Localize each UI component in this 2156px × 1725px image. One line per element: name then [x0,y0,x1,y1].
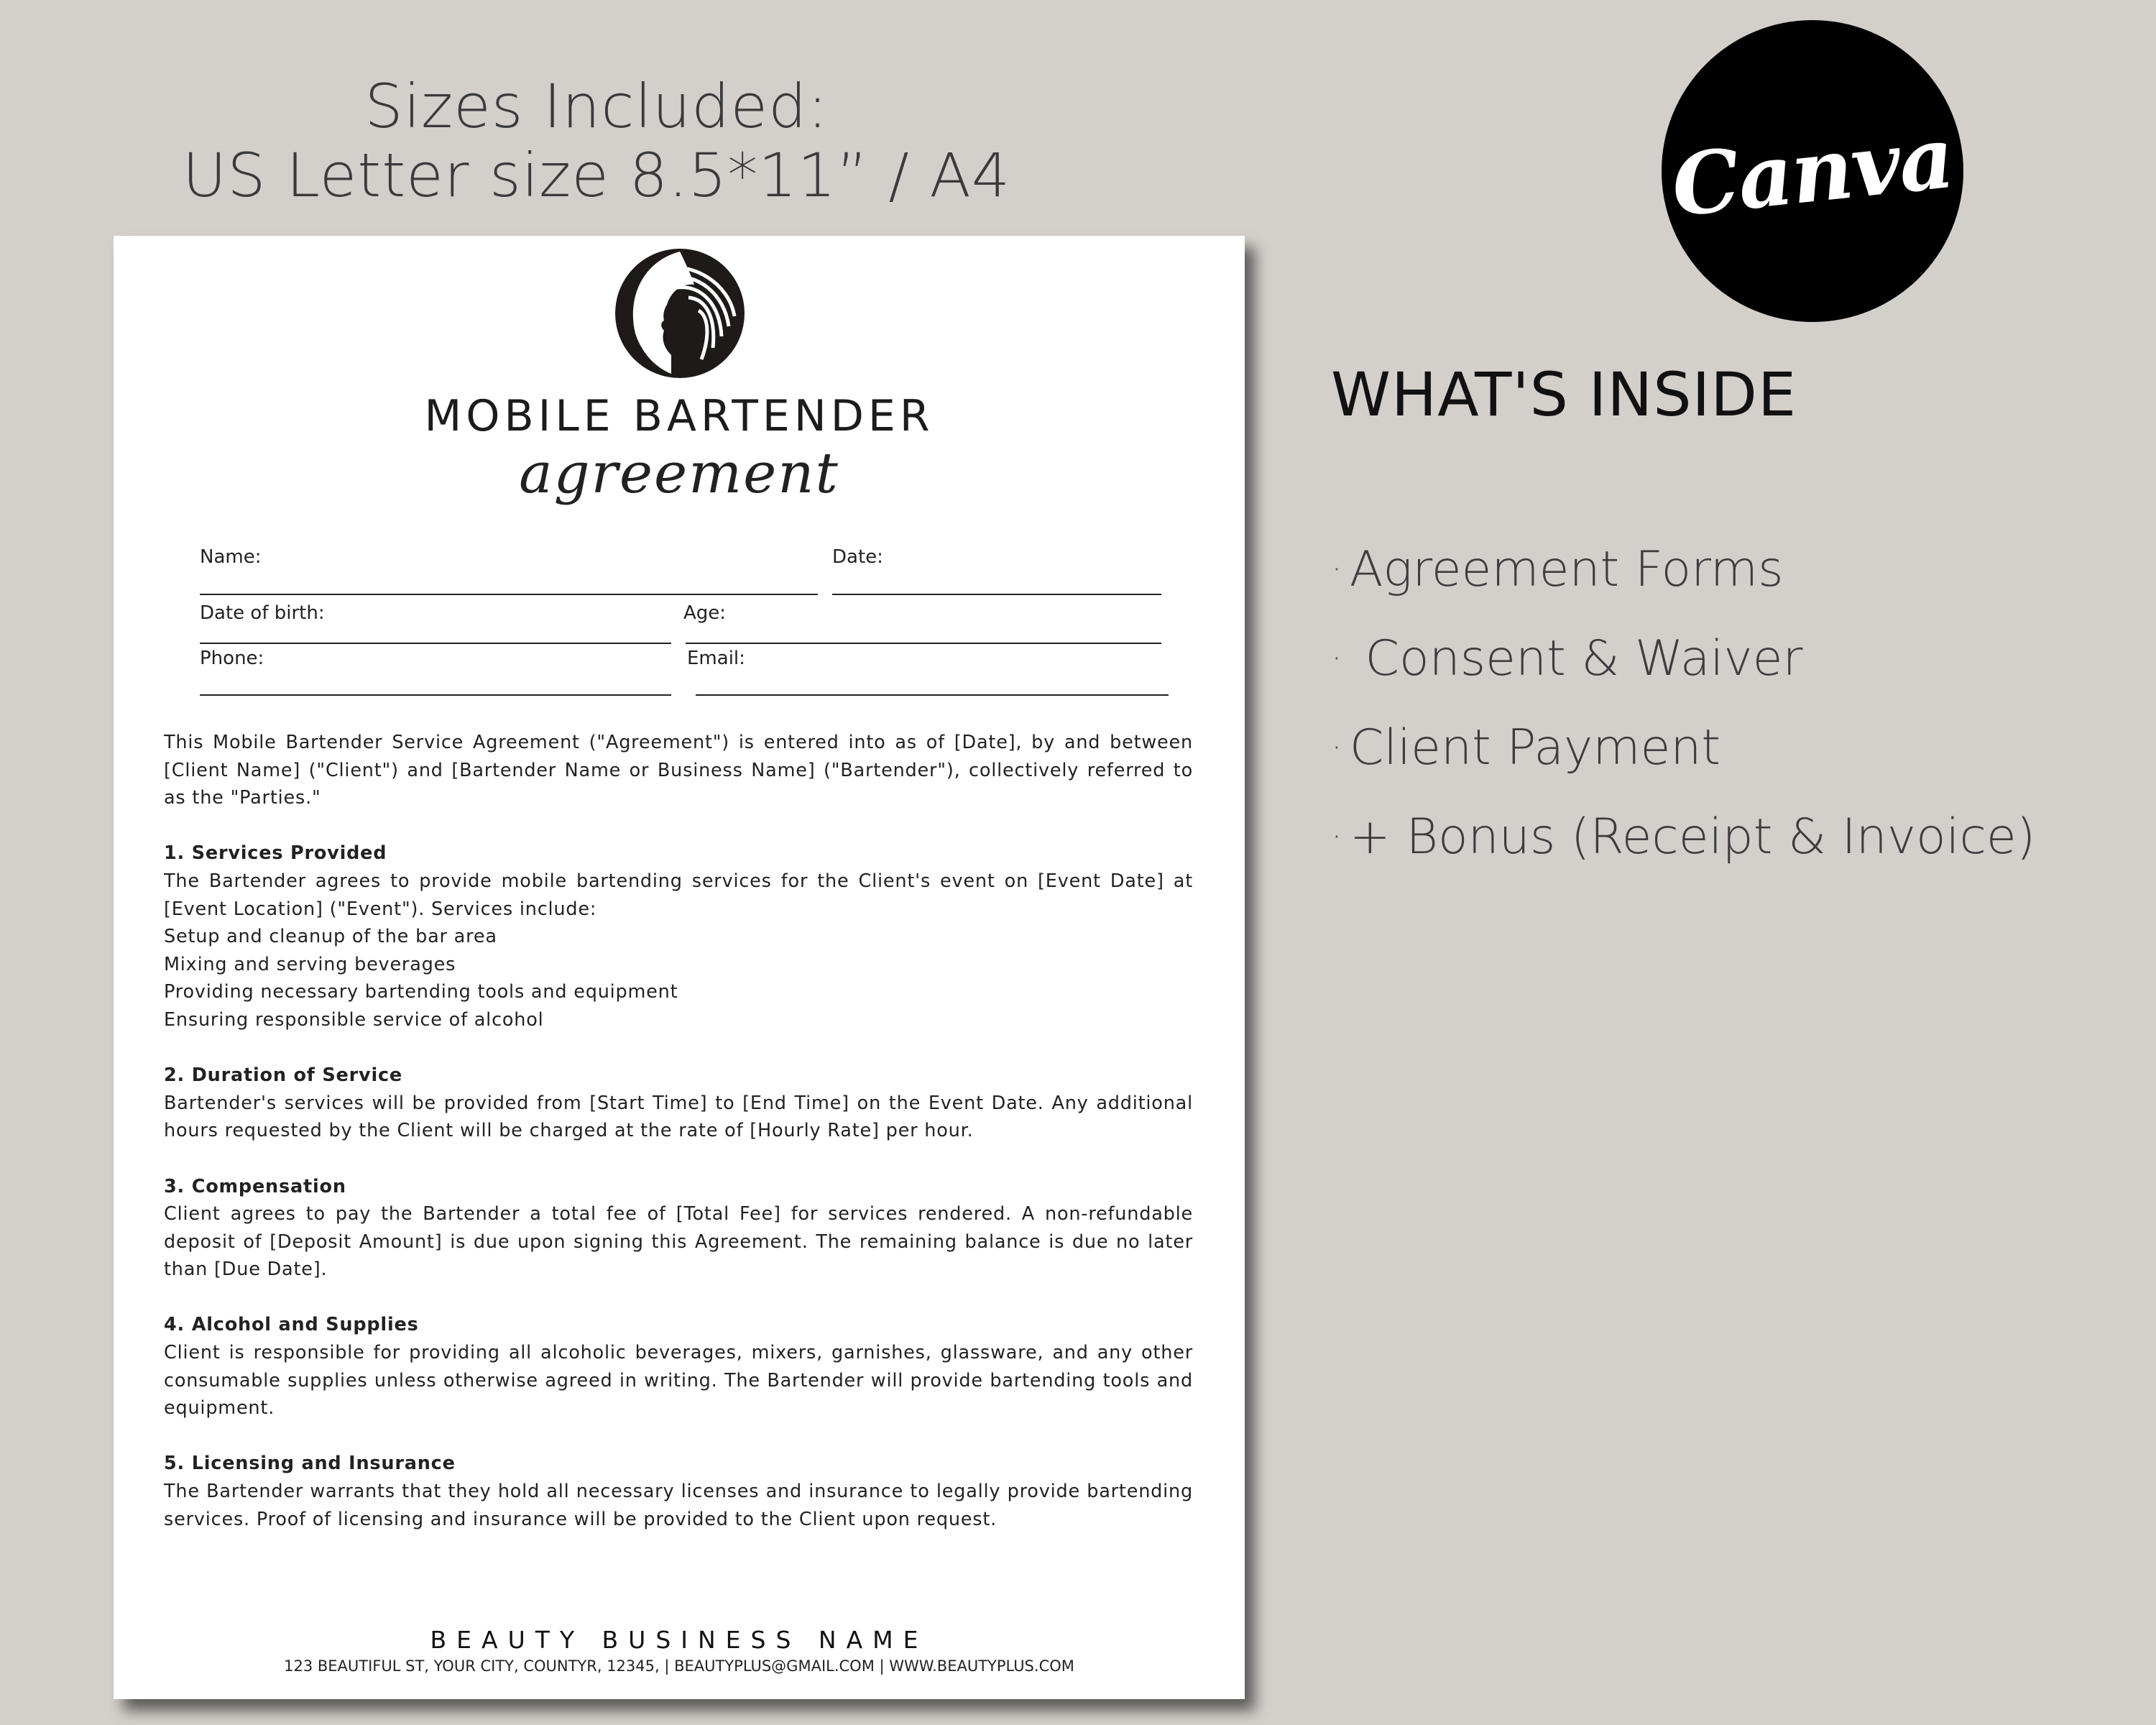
section-text: Client agrees to pay the Bartender a total fee of [Total Fee] for services rendered. A non-refundable deposit of [Deposit Amount] is due upon signing this Agreement. The remaining balance is due no later than [Due Date]. [164,1203,1193,1281]
list-item-label: Consent & Waiver [1349,630,1803,687]
section-services [164,840,1193,1034]
phone-label: Phone: [200,648,264,669]
list-item [1331,792,2035,881]
section-text: The Bartender warrants that they hold all necessary licenses and insurance to legally provide bartending services. Proof of licensing and insurance will be provided to the Client upon request. [164,1481,1193,1530]
list-item-label: Agreement Forms [1349,540,1784,598]
phone-field[interactable] [200,694,671,696]
bullet-icon: · [1331,548,1342,590]
agreement-document [114,236,1245,1699]
section-title: 2. Duration of Service [164,1064,402,1087]
section-compensation [164,1173,1193,1284]
list-item [1331,614,2035,703]
email-field[interactable] [696,694,1169,696]
document-title: MOBILE BARTENDER [424,391,934,441]
bullet-icon: · [1331,638,1342,679]
sizes-heading-line1: Sizes Included: [364,71,829,142]
section-title: 4. Alcohol and Supplies [164,1314,419,1336]
list-item-label: + Bonus (Receipt & Invoice) [1349,808,2036,865]
age-label: Age: [683,602,727,624]
list-item [1331,525,2035,614]
service-line: Setup and cleanup of the bar area [164,926,497,948]
intro-paragraph: This Mobile Bartender Service Agreement ("Agreement") is entered into as of [Date], by and between [Client Name] ("Client") and [Bartender Name or Business Name] ("Bartender"), collectively referred to as the "Parties." [164,732,1193,809]
email-label: Email: [687,648,745,669]
bullet-icon: · [1331,727,1342,768]
date-field[interactable] [832,594,1161,595]
section-alcohol [164,1311,1193,1422]
service-line: Ensuring responsible service of alcohol [164,1008,544,1031]
date-label: Date: [832,546,883,568]
name-label: Name: [200,546,262,568]
canva-logo-badge [1662,20,1963,322]
section-text: The Bartender agrees to provide mobile bartending services for the Client's event on [Event Date] at [Event Location] ("Event"). Services include: [164,870,1193,920]
name-field[interactable] [200,594,818,595]
section-title: 5. Licensing and Insurance [164,1453,456,1475]
service-line: Mixing and serving beverages [164,953,456,975]
age-field[interactable] [686,643,1161,644]
bullet-icon: · [1331,816,1342,857]
section-licensing [164,1450,1193,1533]
section-text: Bartender's services will be provided from [Start Time] to [End Time] on the Event Date. Any additional hours requested by the Client will be charged at the rate of [Hourly Rate] per hour. [164,1092,1193,1142]
section-title: 3. Compensation [164,1175,346,1197]
agreement-body [164,729,1193,1561]
section-text: Client is responsible for providing all alcoholic beverages, mixers, garnishes, glassware, and any other consumable supplies unless otherwise agreed in writing. The Bartender will provide bartending tools and equipment. [164,1342,1193,1420]
whats-inside-list [1331,525,2035,881]
dob-label: Date of birth: [200,602,325,624]
list-item [1331,703,2035,792]
business-address: 123 BEAUTIFUL ST, YOUR CITY, COUNTYR, 12345, | BEAUTYPLUS@GMAIL.COM | WWW.BEAUTYPLUS.COM [284,1657,1074,1675]
sizes-heading-line2: US Letter size 8.5*11” / A4 [182,140,1011,211]
section-duration [164,1062,1193,1145]
woman-silhouette-icon [614,247,746,380]
dob-field[interactable] [200,643,671,644]
business-name: BEAUTY BUSINESS NAME [430,1626,929,1654]
canva-logo-text: Canva [1667,106,1958,236]
document-subtitle: agreement [519,441,839,506]
whats-inside-title: WHAT'S INSIDE [1331,359,1797,430]
section-title: 1. Services Provided [164,842,387,865]
list-item-label: Client Payment [1349,719,1721,776]
service-line: Providing necessary bartending tools and equipment [164,981,678,1003]
sizes-heading [115,72,1078,210]
